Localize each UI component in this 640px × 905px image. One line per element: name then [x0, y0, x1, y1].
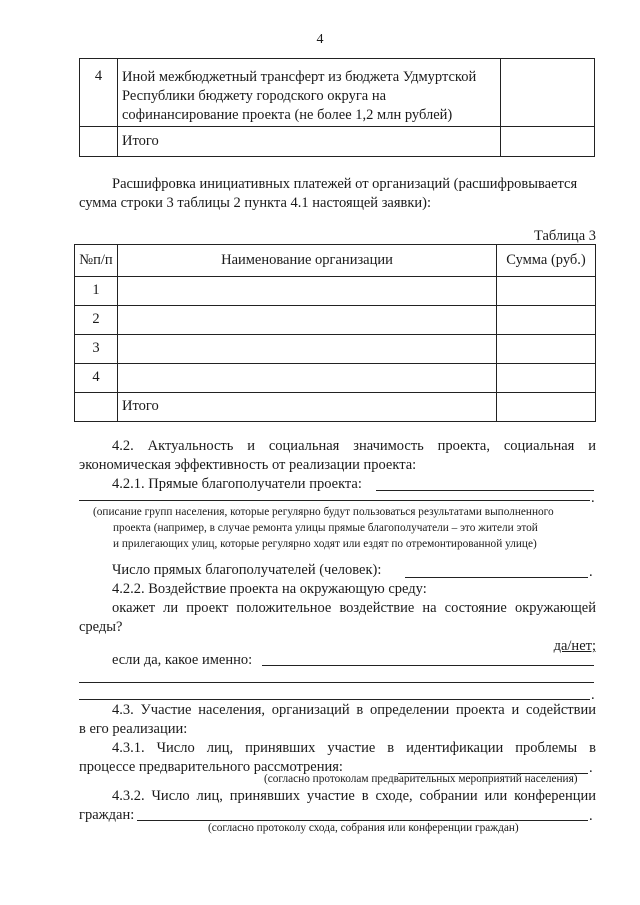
org-name-cell [118, 335, 497, 364]
note-beneficiaries-line-2: проекта (например, в случае ремонта улицы прямые благополучатели – это жители этой [113, 522, 538, 534]
sum-cell [497, 277, 596, 306]
intro-line-1: Расшифровка инициативных платежей от организаций (расшифровывается [112, 176, 578, 192]
table-row [75, 306, 596, 335]
row-text-line: Республики бюджету городского округа на [122, 88, 387, 104]
period: . [589, 808, 593, 824]
budget-table-continuation [79, 58, 595, 157]
note-meeting-protocol: (согласно протоколу схода, собрания или конференции граждан) [208, 822, 519, 834]
row-number: 4 [80, 59, 118, 127]
section-4-3-line-2: в его реализации: [79, 721, 188, 737]
row-number: 2 [75, 306, 118, 335]
row-number: 3 [75, 335, 118, 364]
note-beneficiaries-line-1: (описание групп населения, которые регулярно будут пользоваться результатами выполненного [93, 506, 554, 518]
row-amount-cell [501, 59, 595, 127]
row-number: 1 [75, 277, 118, 306]
table-row [75, 277, 596, 306]
table-row [80, 59, 595, 127]
org-name-cell [118, 277, 497, 306]
table3-caption: Таблица 3 [533, 228, 596, 244]
row-description [118, 59, 501, 127]
total-label: Итого [118, 127, 501, 157]
header-number: №п/п [75, 245, 118, 277]
row-number [80, 127, 118, 157]
header-sum: Сумма (руб.) [497, 245, 596, 277]
impact-question-line-1: окажет ли проект положительное воздействие на состояние окружающей [112, 600, 596, 616]
org-name-cell [118, 364, 497, 393]
table-header-row [75, 245, 596, 277]
sum-cell [497, 393, 596, 422]
row-number: 4 [75, 364, 118, 393]
sum-cell [497, 306, 596, 335]
period: . [591, 687, 595, 703]
page-number: 4 [316, 32, 324, 47]
section-4-2-1-label: 4.2.1. Прямые благополучатели проекта: [112, 476, 362, 492]
period: . [589, 564, 593, 580]
impact-description-field-2[interactable] [79, 682, 594, 683]
intro-line-2: сумма строки 3 таблицы 2 пункта 4.1 настоящей заявки): [79, 195, 432, 211]
if-yes-label: если да, какое именно: [112, 652, 253, 668]
period: . [591, 490, 595, 506]
beneficiaries-field-line[interactable] [376, 490, 594, 491]
section-4-3-1-line-2: процессе предварительного рассмотрения: [79, 759, 343, 775]
beneficiaries-count-field[interactable] [405, 577, 588, 578]
sum-cell [497, 364, 596, 393]
table-row [75, 335, 596, 364]
row-number [75, 393, 118, 422]
note-beneficiaries-line-3: и прилегающих улиц, которые регулярно ходят или ездят по отремонтированной улице) [113, 538, 537, 550]
organizations-table [74, 244, 596, 422]
impact-description-field-1[interactable] [262, 665, 594, 666]
section-4-3-line-1: 4.3. Участие населения, организаций в определении проекта и содействии [112, 702, 596, 718]
table-row [75, 364, 596, 393]
impact-question-line-2: среды? [79, 619, 123, 635]
beneficiaries-field-line-2[interactable] [79, 500, 590, 501]
beneficiaries-count-label: Число прямых благополучателей (человек): [112, 562, 382, 578]
note-preliminary-events: (согласно протоколам предварительных мероприятий населения) [264, 773, 578, 785]
total-label: Итого [118, 393, 497, 422]
yes-no-option[interactable]: да/нет; [553, 638, 596, 654]
header-org-name: Наименование организации [118, 245, 497, 277]
total-amount-cell [501, 127, 595, 157]
section-4-2-2-label: 4.2.2. Воздействие проекта на окружающую среду: [112, 581, 427, 597]
table-row-total [80, 127, 595, 157]
sum-cell [497, 335, 596, 364]
impact-description-field-3[interactable] [79, 699, 590, 700]
row-text-line: софинансирование проекта (не более 1,2 млн рублей) [122, 107, 453, 123]
table-row-total [75, 393, 596, 422]
row-text-line: Иной межбюджетный трансферт из бюджета Удмуртской [122, 69, 477, 85]
period: . [589, 760, 593, 776]
section-4-3-2-line-2: граждан: [79, 807, 135, 823]
section-4-2-line-2: экономическая эффективность от реализации проекта: [79, 457, 417, 473]
org-name-cell [118, 306, 497, 335]
section-4-3-2-line-1: 4.3.2. Число лиц, принявших участие в сходе, собрании или конференции [112, 788, 596, 804]
section-4-3-1-line-1: 4.3.1. Число лиц, принявших участие в идентификации проблемы в [112, 740, 596, 756]
section-4-2-line-1: 4.2. Актуальность и социальная значимость проекта, социальная и [112, 438, 596, 454]
